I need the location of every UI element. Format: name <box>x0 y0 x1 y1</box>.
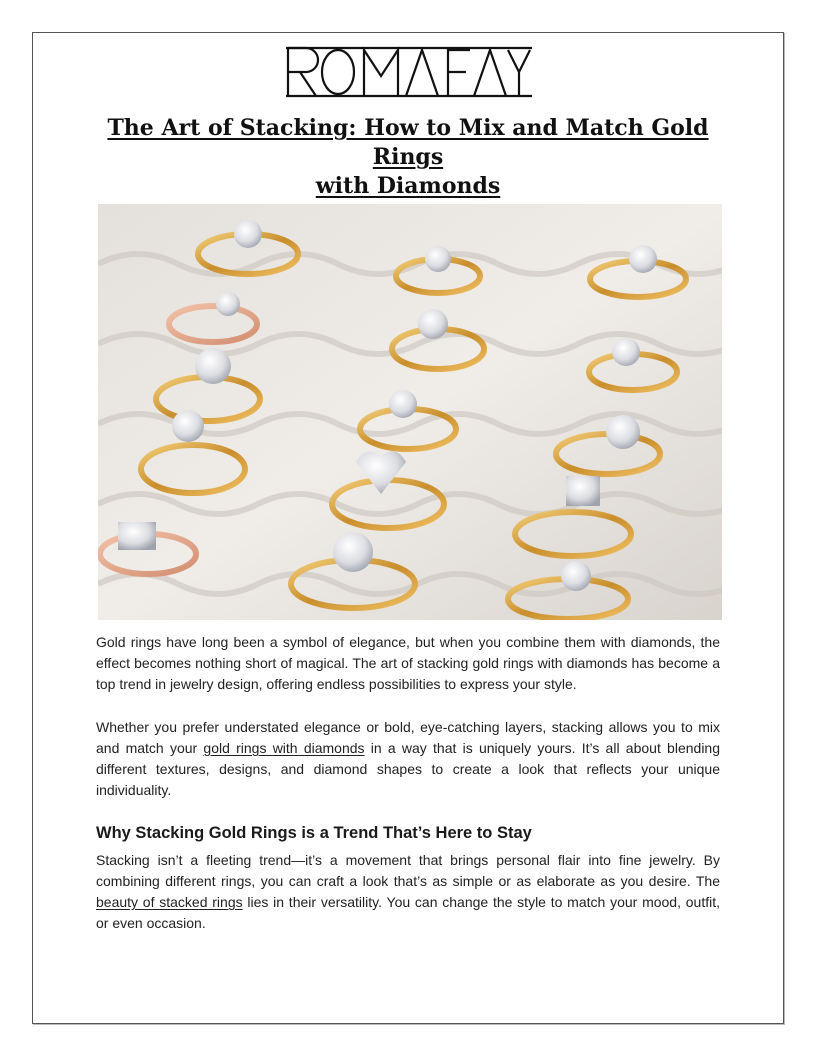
stacking-paragraph <box>96 717 720 801</box>
rings-photo <box>98 204 722 620</box>
title-line-1: The Art of Stacking: How to Mix and Match Gold Rings <box>107 115 709 170</box>
title-line-2: with Diamonds <box>315 173 501 199</box>
section-heading: Why Stacking Gold Rings is a Trend That’s Here to Stay <box>96 824 532 842</box>
beauty-stacked-rings-link[interactable]: beauty of stacked rings <box>96 894 243 910</box>
p2-text-after: in a way that is uniquely yours. It’s all about blending different textures, designs, and diamond shapes to create a look that reflects your unique individuality. <box>96 740 720 798</box>
intro-paragraph: Gold rings have long been a symbol of elegance, but when you combine them with diamonds, the effect becomes nothing short of magical. The art of stacking gold rings with diamonds has become a top trend in jewelry design, offering endless possibilities to express your style. <box>96 634 720 692</box>
p2-text-before: Whether you prefer understated elegance or bold, eye-catching layers, stacking allows you to mix and match your <box>96 719 720 756</box>
brand-logo[interactable] <box>286 46 532 98</box>
p3-text-after: lies in their versatility. You can change the style to match your mood, outfit, or even occasion. <box>96 894 720 931</box>
article-title <box>96 114 720 201</box>
trend-paragraph <box>96 850 720 934</box>
logo-graphic <box>286 46 532 98</box>
gold-rings-diamonds-link[interactable]: gold rings with diamonds <box>203 740 365 756</box>
p3-text-before: Stacking isn’t a fleeting trend—it’s a movement that brings personal flair into fine jewelry. By combining different rings, you can craft a look that’s as simple or as elaborate as you desire. The <box>96 852 720 889</box>
